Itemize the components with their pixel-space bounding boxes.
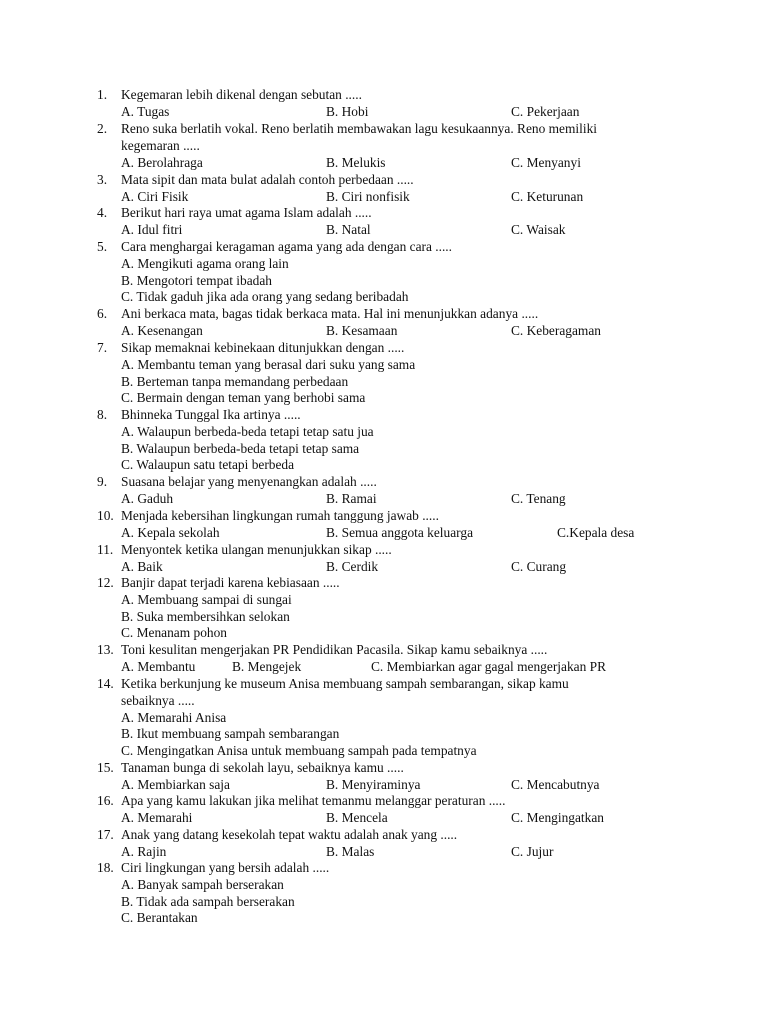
option-b: B. Mencela: [326, 809, 388, 825]
question-number: 2.: [97, 121, 108, 136]
option-a: A. Memarahi: [121, 809, 193, 825]
option-a: A. Idul fitri: [121, 221, 183, 237]
option-b: B. Suka membersihkan selokan: [121, 608, 290, 624]
question-text: Ciri lingkungan yang bersih adalah .....: [121, 860, 330, 875]
question-number: 18.: [97, 860, 114, 875]
option-b: B. Ikut membuang sampah sembarangan: [121, 726, 340, 742]
question-text: Suasana belajar yang menyenangkan adalah .....: [121, 474, 377, 489]
question-6: [0, 306, 768, 340]
question-3: [0, 172, 768, 206]
question-number: 13.: [97, 642, 114, 657]
option-b: B. Melukis: [326, 154, 386, 170]
question-text-continued: kegemaran .....: [121, 137, 200, 153]
option-a: A. Membiarkan saja: [121, 776, 230, 792]
option-b: B. Kesamaan: [326, 322, 398, 338]
question-text: Bhinneka Tunggal Ika artinya .....: [121, 407, 301, 422]
option-b: B. Ciri nonfisik: [326, 188, 410, 204]
question-5: [0, 239, 768, 306]
option-b: B. Mengejek: [232, 658, 302, 674]
option-c: C. Mencabutnya: [511, 776, 600, 792]
question-8: [0, 407, 768, 474]
option-c: C. Mengingatkan Anisa untuk membuang sampah pada tempatnya: [121, 743, 477, 759]
question-number: 14.: [97, 676, 114, 691]
question-text: Mata sipit dan mata bulat adalah contoh perbedaan .....: [121, 172, 414, 187]
question-text: Menyontek ketika ulangan menunjukkan sikap .....: [121, 542, 392, 557]
option-c: C.Kepala desa: [557, 524, 635, 540]
option-b: B. Tidak ada sampah berserakan: [121, 893, 295, 909]
question-number: 9.: [97, 474, 108, 489]
option-a: A. Rajin: [121, 843, 167, 859]
option-b: B. Malas: [326, 843, 375, 859]
question-text-continued: sebaiknya .....: [121, 692, 195, 708]
option-a: A. Berolahraga: [121, 154, 203, 170]
question-4: [0, 205, 768, 239]
option-a: A. Gaduh: [121, 490, 174, 506]
option-b: B. Ramai: [326, 490, 377, 506]
question-9: [0, 474, 768, 508]
option-c: C. Mengingatkan: [511, 809, 604, 825]
question-17: [0, 827, 768, 861]
option-b: B. Menyiraminya: [326, 776, 421, 792]
question-number: 5.: [97, 239, 108, 254]
option-b: B. Natal: [326, 221, 371, 237]
option-a: A. Memarahi Anisa: [121, 709, 227, 725]
option-c: C. Tidak gaduh jika ada orang yang sedang beribadah: [121, 289, 409, 305]
question-16: [0, 793, 768, 827]
option-a: A. Membantu: [121, 658, 196, 674]
option-a: A. Membantu teman yang berasal dari suku yang sama: [121, 356, 416, 372]
option-b: B. Cerdik: [326, 558, 379, 574]
question-text: Ani berkaca mata, bagas tidak berkaca mata. Hal ini menunjukkan adanya .....: [121, 306, 539, 321]
option-a: A. Walaupun berbeda-beda tetapi tetap satu jua: [121, 423, 374, 439]
question-text: Tanaman bunga di sekolah layu, sebaiknya kamu .....: [121, 760, 404, 775]
question-number: 10.: [97, 508, 114, 523]
question-1: [0, 87, 768, 121]
option-b: B. Walaupun berbeda-beda tetapi tetap sama: [121, 440, 360, 456]
question-text: Banjir dapat terjadi karena kebiasaan .....: [121, 575, 340, 590]
question-text: Kegemaran lebih dikenal dengan sebutan .....: [121, 87, 362, 102]
option-a: A. Mengikuti agama orang lain: [121, 255, 289, 271]
question-text: Anak yang datang kesekolah tepat waktu adalah anak yang .....: [121, 827, 458, 842]
question-10: [0, 508, 768, 542]
question-text: Ketika berkunjung ke museum Anisa membuang sampah sembarangan, sikap kamu: [121, 676, 569, 691]
question-number: 3.: [97, 172, 108, 187]
question-number: 12.: [97, 575, 114, 590]
option-c: C. Walaupun satu tetapi berbeda: [121, 457, 295, 473]
option-a: A. Kepala sekolah: [121, 524, 220, 540]
question-18: [0, 860, 768, 927]
question-number: 4.: [97, 205, 108, 220]
question-number: 1.: [97, 87, 108, 102]
option-c: C. Keturunan: [511, 188, 584, 204]
question-number: 8.: [97, 407, 108, 422]
option-a: A. Baik: [121, 558, 163, 574]
question-text: Toni kesulitan mengerjakan PR Pendidikan Pacasila. Sikap kamu sebaiknya .....: [121, 642, 548, 657]
question-text: Cara menghargai keragaman agama yang ada dengan cara .....: [121, 239, 453, 254]
option-c: C. Membiarkan agar gagal mengerjakan PR: [371, 658, 607, 674]
option-c: C. Menyanyi: [511, 154, 581, 170]
question-number: 11.: [97, 542, 114, 557]
question-7: [0, 340, 768, 407]
option-c: C. Jujur: [511, 843, 554, 859]
question-text: Menjada kebersihan lingkungan rumah tanggung jawab .....: [121, 508, 439, 523]
question-12: [0, 575, 768, 642]
option-a: A. Kesenangan: [121, 322, 203, 338]
option-a: A. Banyak sampah berserakan: [121, 876, 284, 892]
question-text: Reno suka berlatih vokal. Reno berlatih membawakan lagu kesukaannya. Reno memiliki: [121, 121, 597, 136]
question-number: 16.: [97, 793, 114, 808]
question-number: 15.: [97, 760, 114, 775]
option-b: B. Hobi: [326, 103, 369, 119]
question-14: [0, 676, 768, 760]
option-a: A. Ciri Fisik: [121, 188, 189, 204]
question-13: [0, 642, 768, 676]
option-c: C. Keberagaman: [511, 322, 601, 338]
option-a: A. Tugas: [121, 103, 170, 119]
option-a: A. Membuang sampai di sungai: [121, 591, 292, 607]
option-c: C. Pekerjaan: [511, 103, 580, 119]
question-15: [0, 760, 768, 794]
option-c: C. Curang: [511, 558, 567, 574]
option-c: C. Bermain dengan teman yang berhobi sama: [121, 390, 366, 406]
question-text: Berikut hari raya umat agama Islam adalah .....: [121, 205, 372, 220]
option-b: B. Berteman tanpa memandang perbedaan: [121, 373, 349, 389]
option-c: C. Berantakan: [121, 910, 198, 926]
question-text: Sikap memaknai kebinekaan ditunjukkan dengan .....: [121, 340, 405, 355]
question-number: 6.: [97, 306, 108, 321]
question-number: 7.: [97, 340, 108, 355]
option-c: C. Waisak: [511, 221, 566, 237]
option-b: B. Mengotori tempat ibadah: [121, 272, 272, 288]
option-b: B. Semua anggota keluarga: [326, 524, 474, 540]
question-2: [0, 121, 768, 171]
question-number: 17.: [97, 827, 114, 842]
option-c: C. Tenang: [511, 490, 566, 506]
question-11: [0, 542, 768, 576]
question-text: Apa yang kamu lakukan jika melihat temanmu melanggar peraturan .....: [121, 793, 506, 808]
option-c: C. Menanam pohon: [121, 625, 227, 641]
